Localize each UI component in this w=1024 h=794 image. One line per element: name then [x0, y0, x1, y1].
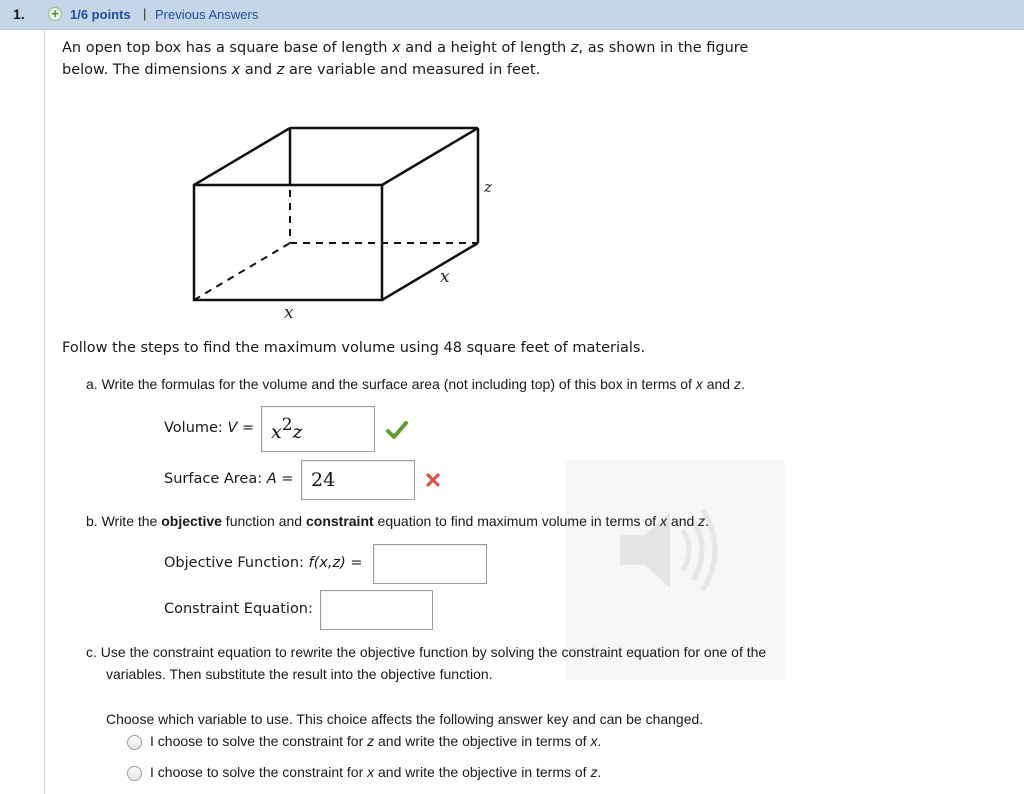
label-height-z: z — [484, 178, 492, 196]
previous-answers-link[interactable]: Previous Answers — [155, 7, 259, 22]
left-divider — [44, 30, 45, 794]
part-a-instruction: a. Write the formulas for the volume and the surface area (not including top) of this box in terms of x and z. — [86, 376, 745, 392]
radio-solve-for-z[interactable] — [127, 735, 142, 750]
label-side-x: x — [440, 267, 450, 287]
intro-line-1: An open top box has a square base of length x and a height of length z, as shown in the figure — [62, 40, 749, 56]
choose-variable-text: Choose which variable to use. This choice affects the following answer key and can be changed. — [106, 711, 704, 727]
incorrect-x-icon — [425, 472, 441, 488]
expand-plus-icon[interactable]: + — [48, 7, 62, 21]
intro-line-2: below. The dimensions x and z are variable and measured in feet. — [62, 62, 541, 78]
option-solve-for-z-label[interactable]: I choose to solve the constraint for z and write the objective in terms of x. — [150, 733, 602, 749]
radio-solve-for-x[interactable] — [127, 766, 142, 781]
volume-input[interactable] — [261, 406, 375, 452]
objective-function-label: Objective Function: f(x,z) = — [164, 555, 363, 571]
surface-area-label: Surface Area: A = — [164, 471, 294, 487]
volume-label: Volume: V = — [164, 420, 255, 436]
part-c-instruction-line-1: c. Use the constraint equation to rewrite the objective function by solving the constraint equation for one of the — [86, 644, 767, 660]
header-separator: | — [143, 6, 147, 21]
objective-function-input[interactable] — [373, 544, 487, 584]
volume-answer: $x^2z$ — [271, 415, 303, 443]
constraint-equation-label: Constraint Equation: — [164, 601, 313, 617]
part-c-instruction-line-2: variables. Then substitute the result into the objective function. — [106, 666, 493, 682]
points-link[interactable]: 1/6 points — [70, 7, 131, 22]
surface-area-input[interactable] — [301, 460, 415, 500]
steps-text: Follow the steps to find the maximum volume using 48 square feet of materials. — [62, 340, 646, 356]
box-front-face — [194, 185, 382, 300]
question-number: 1. — [13, 6, 25, 22]
constraint-equation-input[interactable] — [320, 590, 433, 630]
open-box-figure — [186, 120, 516, 330]
surface-area-answer: 24 — [311, 469, 336, 491]
question-header — [0, 0, 1024, 30]
correct-check-icon — [386, 420, 408, 440]
part-b-instruction: b. Write the objective function and constraint equation to find maximum volume in terms of x and z. — [86, 513, 710, 529]
label-front-x: x — [284, 303, 294, 323]
option-solve-for-x-label[interactable]: I choose to solve the constraint for x and write the objective in terms of z. — [150, 764, 602, 780]
